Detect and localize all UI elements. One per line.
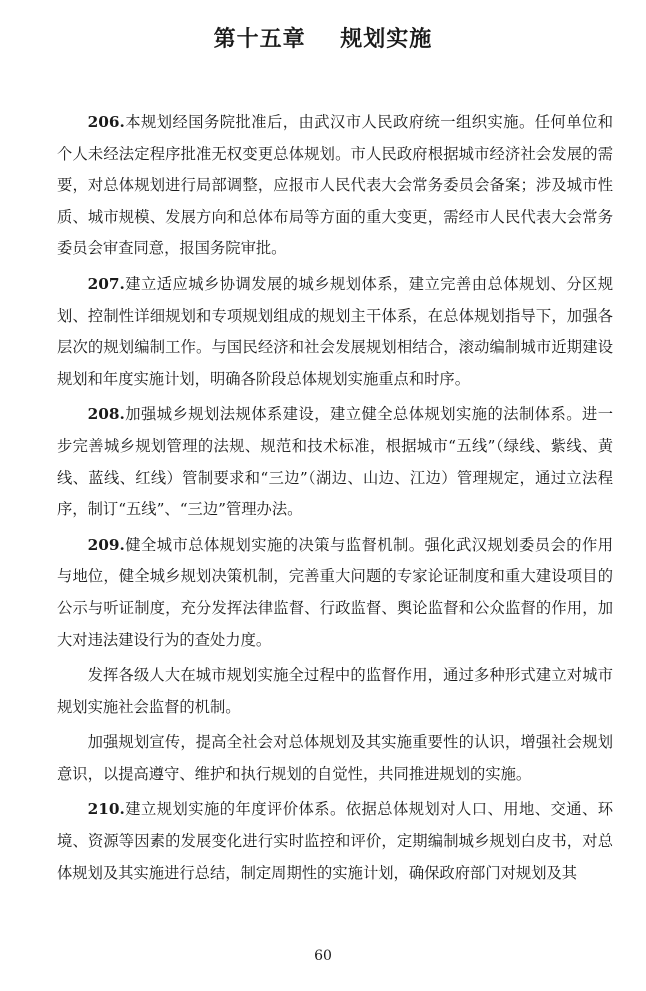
paragraph-text: 发挥各级人大在城市规划实施全过程中的监督作用，通过多种形式建立对城市规划实施社会监督的机制。	[57, 666, 613, 716]
body-text	[57, 107, 613, 893]
paragraph-text: 建立适应城乡协调发展的城乡规划体系，建立完善由总体规划、分区规划、控制性详细规划和专项规划组成的规划主干体系，在总体规划指导下，加强各层次的规划编制工作。与国民经济和社会发展规划相结合，滚动编制城市近期建设规划和年度实施计划，明确各阶段总体规划实施重点和时序。	[57, 274, 613, 388]
paragraph-208	[57, 399, 613, 525]
paragraph-210	[57, 794, 613, 889]
clause-number: 209.	[87, 535, 125, 554]
paragraph-text: 建立规划实施的年度评价体系。依据总体规划对人口、用地、交通、环境、资源等因素的发展变化进行实时监控和评价，定期编制城乡规划白皮书，对总体规划及其实施进行总结，制定周期性的实施计划，确保政府部门对规划及其	[57, 800, 613, 882]
clause-number: 210.	[87, 800, 125, 819]
paragraph-text: 加强规划宣传，提高全社会对总体规划及其实施重要性的认识，增强社会规划意识，以提高遵守、维护和执行规划的自觉性，共同推进规划的实施。	[57, 733, 613, 783]
paragraph-209-supervision	[57, 660, 613, 723]
paragraph-207	[57, 269, 613, 395]
paragraph-206	[57, 107, 613, 265]
paragraph-209	[57, 530, 613, 656]
paragraph-209-publicity	[57, 727, 613, 790]
clause-number: 207.	[87, 274, 125, 293]
chapter-title: 第十五章 规划实施	[213, 27, 433, 52]
paragraph-text: 本规划经国务院批准后，由武汉市人民政府统一组织实施。任何单位和个人未经法定程序批准无权变更总体规划。市人民政府根据城市经济社会发展的需要，对总体规划进行局部调整，应报市人民代表大会常务委员会备案；涉及城市性质、城市规模、发展方向和总体布局等方面的重大变更，需经市人民代表大会常务委员会审查同意，报国务院审批。	[57, 113, 613, 258]
paragraph-text: 加强城乡规划法规体系建设，建立健全总体规划实施的法制体系。进一步完善城乡规划管理的法规、规范和技术标准，根据城市“五线”（绿线、紫线、黄线、蓝线、红线）管制要求和“三边”（湖边、山边、江边）管理规定，通过立法程序，制订“五线”、“三边”管理办法。	[57, 405, 613, 519]
clause-number: 206.	[87, 113, 125, 131]
paragraph-text: 健全城市总体规划实施的决策与监督机制。强化武汉规划委员会的作用与地位，健全城乡规划决策机制，完善重大问题的专家论证制度和重大建设项目的公示与听证制度，充分发挥法律监督、行政监督、舆论监督和公众监督的作用，加大对违法建设行为的查处力度。	[57, 535, 613, 649]
clause-number: 208.	[87, 405, 125, 424]
page-number: 60	[314, 948, 332, 964]
